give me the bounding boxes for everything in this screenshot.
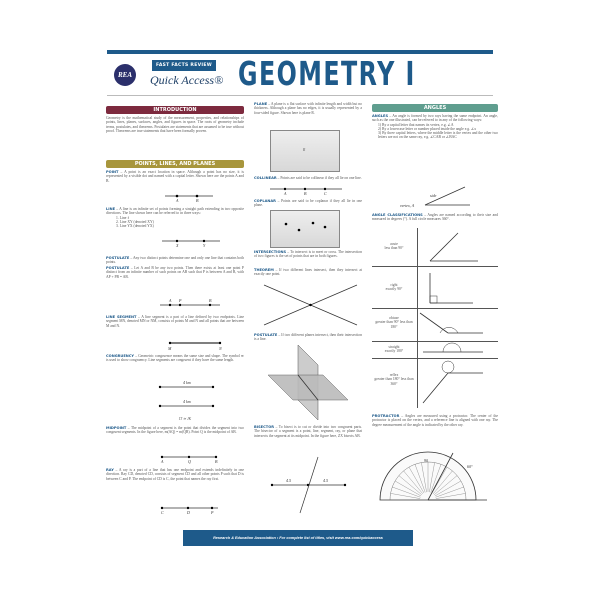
svg-text:Q: Q [188,459,191,464]
svg-text:X: X [176,243,179,248]
angle-classification-figures [418,228,498,408]
angle-classification-table [372,228,498,408]
coplanar-figure [270,210,340,248]
angles-header: ANGLES [372,104,498,112]
bisector-diagram [270,455,350,515]
svg-text:B: B [304,191,307,196]
svg-text:60°: 60° [467,464,473,469]
list-item: 3) By three capital letters, where the middle letter is the vertex and the other two letters are not on the same ray, e.g. ∠CAB or ∠BAC [378,131,498,140]
postulate-2: POSTULATE – Let A and B be any two points. Then there exists at least one point P distinct from an infinite number of such points on AB such that P is between A and B, with AP + PB = AB. [106,266,244,279]
plane-def: PLANE – A plane is a flat surface with infinite length and width but no thickness. Although a plane has no edges, it is usually represented by a four-sided figure. Shown here is plane R. [254,102,362,115]
midpoint-diagram [160,452,220,464]
protractor-def: PROTRACTOR – Angles are measured using a protractor. The center of the protractor is placed on the vertex, and a reference line is aligned with one ray. The degree measurement of the angle is indicated by the other ray. [372,414,498,427]
between-diagram [160,300,222,312]
angle-diagram [400,185,490,210]
planes-postulate: POSTULATE – If two different planes intersect, then their intersection is a line. [254,333,362,342]
brand-label: Quick Access® [150,73,224,87]
coplanar-points [271,211,341,249]
svg-text:A: A [169,298,172,303]
svg-text:Y: Y [203,243,206,248]
angles-ways [372,123,498,140]
svg-text:side: side [430,193,437,198]
svg-text:N: N [219,346,222,351]
intro-header: INTRODUCTION [106,106,244,114]
svg-text:A: A [284,191,287,196]
collinear-diagram [270,186,345,198]
intersections-def: INTERSECTIONS – To intersect is to meet or cross. The intersection of two figures is the set of points that are in both figures. [254,250,362,259]
intro-text: Geometry is the mathematical study of the measurement, properties, and relationships of points, lines, planes, surfaces, angles, and figures in space. The roots of geometry include terms, postulates, and theorems. Postulates are statements that are assumed to be true without proof. Theorems are true statements that have been formally proven. [106,116,244,133]
svg-text:4 km: 4 km [183,399,191,404]
congruency-diagram [158,382,218,422]
svg-text:4.5: 4.5 [323,478,328,483]
coplanar-def: COPLANAR – Points are said to be coplanar if they all lie in one plane. [254,199,362,208]
point-def: POINT – A point is an exact location in space. Although a point has no size, it is represented by a visible dot and named with a capital letter. Shown here are the points A and B. [106,170,244,183]
obtuse-label: obtuse greater than 90° less than 180° [375,316,413,329]
congruency-formula: IT ≅ JK [178,417,192,421]
bisector-def: BISECTOR – To bisect is to cut or divide into two congruent parts. The bisector of a segment is a point, line, segment, ray, or plane that intersects the segment at its midpoint. In the figure here, ZX bisects AB. [254,425,362,438]
svg-text:B: B [215,459,218,464]
svg-text:vertex, A: vertex, A [400,203,415,208]
plp-header: POINTS, LINES, AND PLANES [106,160,244,168]
series-label: FAST FACTS REVIEW [152,60,216,71]
congruency-def: CONGRUENCY – Geometric congruence means the same size and shape. The symbol ≅ is used to show congruency. Line segments are congruent if they have the same length. [106,354,244,363]
ray-diagram [160,505,222,517]
intersecting-planes-diagram [268,345,353,420]
line-diagram [162,238,222,248]
svg-text:C: C [324,191,327,196]
segment-diagram [168,340,224,352]
list-item: 2. Line XY (denoted XY) [116,219,154,224]
svg-text:B: B [196,198,199,203]
list-item: 1. Line ℓ [116,215,130,220]
plane-label: R [303,148,306,152]
intersecting-lines-diagram [262,283,362,328]
ray-def: RAY – A ray is a part of a line that has one endpoint and extends indefinitely in one direction. Ray CD, denoted CD, consists of segment CD and all other points P such that D is between C and P. The endpoint of CD is C, the point that names the ray first. [106,468,244,481]
svg-text:C: C [161,510,164,515]
list-item: 1) By a capital letter that names its vertex, e.g. ∠A [378,122,454,127]
line-ways [106,216,244,229]
points-diagram [165,193,215,203]
svg-text:90: 90 [424,458,428,463]
protractor-diagram [375,448,495,508]
straight-label: straight exactly 180° [384,345,404,354]
svg-text:P: P [211,510,214,515]
angles-def: ANGLES – An angle is formed by two rays having the same endpoint. An angle, such as the one illustrated, can be referred to in any of the following ways: 1) By a capital letter that names its vertex, e.g. ∠A 2) By a lowercase letter or number placed inside the angle e.g. ∠x 3) By three capital letters, where the middle letter is the vertex and the other two letters are not on the same ray, e.g. ∠CAB or ∠BAC [372,114,498,140]
svg-text:4.5: 4.5 [286,478,291,483]
postulate-1: POSTULATE – Any two distinct points determine one and only one line that contains both points. [106,256,244,265]
svg-text:P: P [179,298,182,303]
svg-text:M: M [168,346,172,351]
svg-text:4 km: 4 km [183,380,191,385]
svg-text:A: A [176,198,179,203]
plane-figure [270,130,340,172]
angle-classifications-def: ANGLE CLASSIFICATIONS – Angles are named according to their size and measured in degrees (°). A full circle measures 360°. [372,213,499,222]
theorem-def: THEOREM – If two different lines intersect, then they intersect at exactly one point. [254,268,362,277]
rea-logo: REA [114,64,136,86]
midpoint-def: MIDPOINT – The midpoint of a segment is the point that divides the segment into two congruent segments. In the figure here, m(AQ) = m(QB). Point Q is the midpoint of AB. [106,426,244,435]
svg-text:D: D [187,510,190,515]
reflex-label: reflex greater than 180° less than 360° [374,373,414,386]
line-def: LINE – A line is an infinite set of points forming a straight path extending in two opposite directions. The line shown here can be referred to in three ways: 1. Line ℓ 2. Line XY (denoted XY) 3. Line YX (denoted YX) [106,207,244,229]
page-title: GEOMETRY I [238,54,416,93]
footer-bar: Research & Education Association • For complete list of titles, visit www.rea.com/quickaccess [183,530,413,546]
list-item: 3. Line YX (denoted YX) [116,224,154,229]
line-segment-def: LINE SEGMENT – A line segment is a part of a line defined by two endpoints. Line segment MN, denoted MN or NM, consists of points M and N and all points that are between M and N. [106,315,244,328]
acute-label: acute less than 90° [384,242,404,251]
right-label: right exactly 90° [385,283,403,292]
divider [107,95,493,96]
svg-text:B: B [209,298,212,303]
svg-text:A: A [161,459,164,464]
list-item: 2) By a lowercase letter or number placed inside the angle e.g. ∠x [378,126,477,131]
collinear-def: COLLINEAR – Points are said to be collinear if they all lie on one line. [254,176,362,180]
